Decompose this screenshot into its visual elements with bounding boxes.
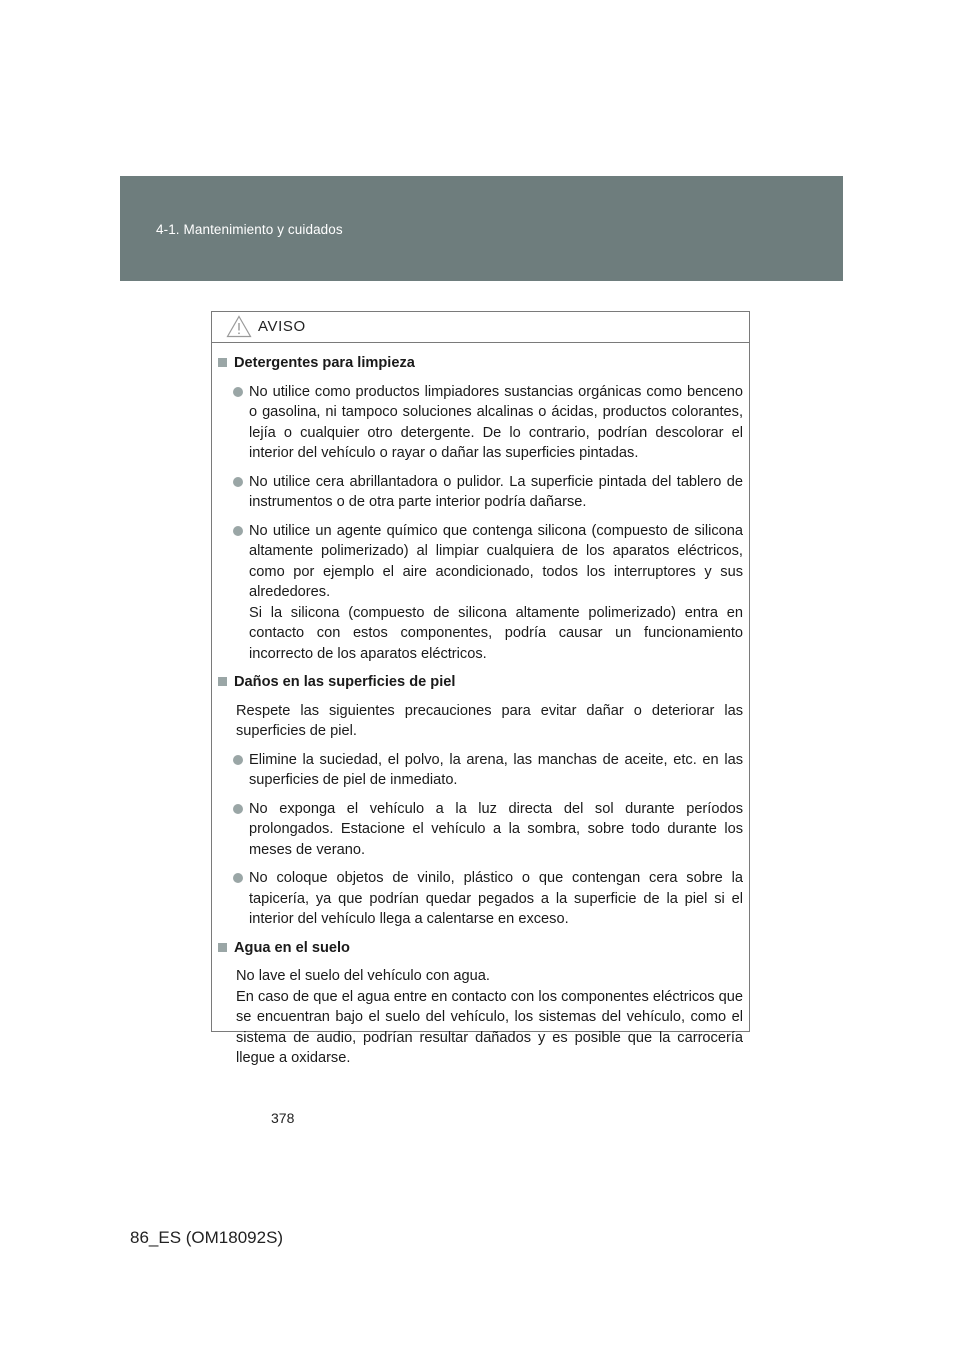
paragraph-line: En caso de que el agua entre en contacto con los componentes eléctricos que se encuentran bajo el suelo del vehículo, los sistemas del vehículo, como el sistema de audio, podrían resultar dañados y es posible que la carrocería llegue a oxidarse. <box>236 988 743 1066</box>
square-bullet-icon <box>218 677 227 686</box>
round-bullet-icon <box>233 804 243 814</box>
list-item-text: No utilice cera abrillantadora o pulidor. La superficie pintada del tablero de instrumentos o de otra parte interior podría dañarse. <box>249 473 743 510</box>
document-code: 86_ES (OM18092S) <box>130 1228 284 1247</box>
round-bullet-icon <box>233 755 243 765</box>
round-bullet-icon <box>233 873 243 883</box>
section-title-text: Daños en las superficies de piel <box>234 674 456 690</box>
round-bullet-icon <box>233 387 243 397</box>
section-title-text: Agua en el suelo <box>234 939 350 956</box>
list-item-text: Si la silicona (compuesto de silicona altamente polimerizado) entra en contacto con estos componentes, podría causar un funcionamiento incorrecto de los aparatos eléctricos. <box>249 604 743 662</box>
round-bullet-icon <box>233 526 243 536</box>
list-item <box>218 472 743 513</box>
header-band <box>120 176 843 281</box>
list-item-text: No coloque objetos de vinilo, plástico o que contengan cera sobre la tapicería, ya que podrían quedar pegados a la superficie de la piel si el interior del vehículo llega a calentarse en exceso. <box>249 870 743 927</box>
list-item <box>218 868 743 930</box>
round-bullet-icon <box>233 477 243 487</box>
list-item-text: No utilice como productos limpiadores sustancias orgánicas como benceno o gasolina, ni tampoco soluciones alcalinas o ácidas, productos colorantes, lejía o cualquier otro detergente. De lo contrario, podrían descolorar el interior del vehículo o rayar o dañar las superficies pintadas. <box>249 383 743 461</box>
list-item <box>218 382 743 464</box>
section-title-danos-piel <box>218 672 743 693</box>
paragraph-line: No lave el suelo del vehículo con agua. <box>236 968 490 984</box>
section-paragraph <box>218 966 743 1069</box>
section-intro: Respete las siguientes precauciones para evitar dañar o deteriorar las superficies de piel. <box>236 702 743 739</box>
list-item <box>218 750 743 791</box>
square-bullet-icon <box>218 358 227 367</box>
page-number: 378 <box>271 1110 295 1126</box>
warning-title: AVISO <box>258 318 306 335</box>
list-item-text: Elimine la suciedad, el polvo, la arena, las manchas de aceite, etc. en las superficies de piel de inmediato. <box>249 751 743 788</box>
section-title-text: Detergentes para limpieza <box>234 355 415 371</box>
warning-header <box>212 312 749 343</box>
warning-triangle-icon <box>226 315 252 338</box>
section-breadcrumb: 4-1. Mantenimiento y cuidados <box>156 222 343 237</box>
warning-box <box>211 311 750 1066</box>
list-item-text: No exponga el vehículo a la luz directa del sol durante períodos prolongados. Estacione el vehículo a la sombra, sobre todo durante los meses de verano. <box>249 800 743 858</box>
square-bullet-icon <box>218 943 227 952</box>
section-title-detergentes <box>218 353 743 374</box>
list-item <box>218 521 743 665</box>
list-item-text: No utilice un agente químico que contenga silicona (compuesto de silicona altamente polimerizado) al limpiar cualquiera de los aparatos eléctricos, como por ejemplo el aire acondicionado, todos los interruptores y sus alrededores. <box>249 522 743 600</box>
warning-body <box>212 343 749 1069</box>
section-title-agua-suelo <box>218 938 743 959</box>
list-item <box>218 799 743 861</box>
